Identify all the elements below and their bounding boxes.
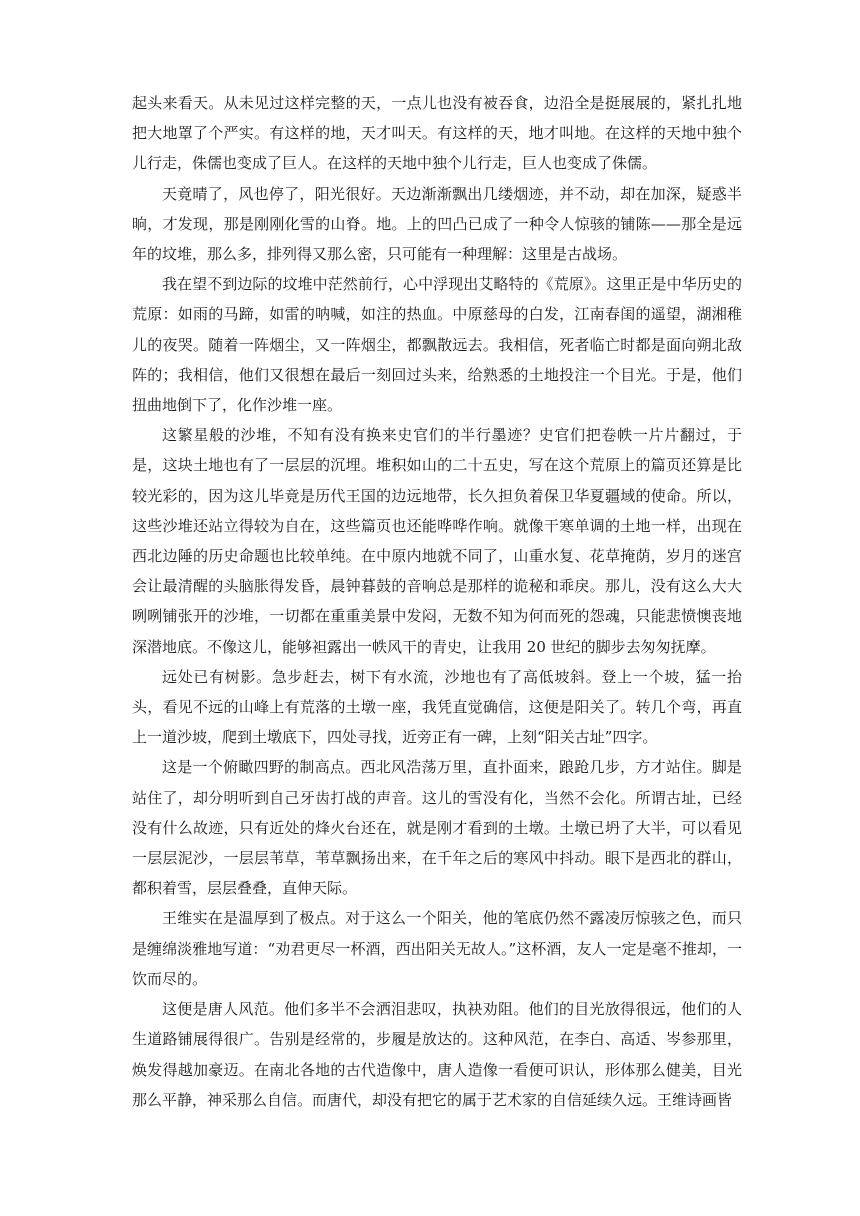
paragraph-7: 王维实在是温厚到了极点。对于这么一个阳关，他的笔底仍然不露凌厉惊骇之色，而只是缠绵淡雅地写道：“劝君更尽一杯酒，西出阳关无故人。”这杯酒，友人一定是毫不推却，一饮而尽的。 xyxy=(132,909,742,988)
paragraph-6: 这是一个俯瞰四野的制高点。西北风浩荡万里，直扑面来，踉跄几步，方才站住。脚是站住了，却分明听到自己牙齿打战的声音。这儿的雪没有化，当然不会化。所谓古址，已经没有什么故迹，只有近处的烽火台还在，就是刚才看到的土墩。土墩已坍了大半，可以看见一层层泥沙，一层层苇草，苇草飘扬出来，在千年之后的寒风中抖动。眼下是西北的群山，都积着雪，层层叠叠，直伸天际。 xyxy=(132,758,742,898)
paragraph-8: 这便是唐人风范。他们多半不会洒泪悲叹，执袂劝阻。他们的目光放得很远，他们的人生道路铺展得很广。告别是经常的，步履是放达的。这种风范，在李白、高适、岑参那里，焕发得越加豪迈。在南北各地的古代造像中，唐人造像一看便可识认，形体那么健美，目光那么平静，神采那么自信。而唐代，却没有把它的属于艺术家的自信延续久远。王维诗画皆 xyxy=(132,1000,742,1109)
paragraph-4: 这繁星般的沙堆，不知有没有换来史官们的半行墨迹？史官们把卷帙一片片翻过，于是，这块土地也有了一层层的沉埋。堆积如山的二十五史，写在这个荒原上的篇页还算是比较光彩的，因为这儿毕竟是历代王国的边远地带，长久担负着保卫华夏疆域的使命。所以，这些沙堆还站立得较为自在，这些篇页也还能哗哗作响。就像干寒单调的土地一样，出现在西北边陲的历史命题也比较单纯。在中原内地就不同了，山重水复、花草掩荫，岁月的迷宫会让最清醒的头脑胀得发昏，晨钟暮鼓的音响总是那样的诡秘和乖戾。那儿，没有这么大大咧咧铺张开的沙堆，一切都在重重美景中发闷，无数不知为何而死的怨魂，只能悲愤懊丧地深潜地底。不像这儿，能够袒露出一帙风干的青史，让我用 20 世纪的脚步去匆匆抚摩。 xyxy=(132,426,742,656)
paragraph-5: 远处已有树影。急步赶去，树下有水流，沙地也有了高低坡斜。登上一个坡，猛一抬头，看见不远的山峰上有荒落的土墩一座，我凭直觉确信，这便是阳关了。转几个弯，再直上一道沙坡，爬到土墩底下，四处寻找，近旁正有一碑，上刻“阳关古址”四字。 xyxy=(132,667,742,747)
paragraph-3: 我在望不到边际的坟堆中茫然前行，心中浮现出艾略特的《荒原》。这里正是中华历史的荒原：如雨的马蹄，如雷的呐喊，如注的热血。中原慈母的白发，江南春闺的遥望，湖湘稚儿的夜哭。随着一阵烟尘，又一阵烟尘，都飘散远去。我相信，死者临亡时都是面向朔北敌阵的；我相信，他们又很想在最后一刻回过头来，给熟悉的土地投注一个目光。于是，他们扭曲地倒下了，化作沙堆一座。 xyxy=(132,275,742,415)
paragraph-1: 起头来看天。从未见过这样完整的天，一点儿也没有被吞食，边沿全是挺展展的，紧扎扎地把大地罩了个严实。有这样的地，天才叫天。有这样的天，地才叫地。在这样的天地中独个儿行走，侏儒也变成了巨人。在这样的天地中独个儿行走，巨人也变成了侏儒。 xyxy=(132,94,742,173)
document-body xyxy=(132,88,742,1115)
paragraph-2: 天竟晴了，风也停了，阳光很好。天边渐渐飘出几缕烟迹，并不动，却在加深，疑惑半晌，才发现，那是刚刚化雪的山脊。地。上的凹凸已成了一种令人惊骇的铺陈——那全是远年的坟堆，那么多，排列得又那么密，只可能有一种理解：这里是古战场。 xyxy=(132,184,742,264)
